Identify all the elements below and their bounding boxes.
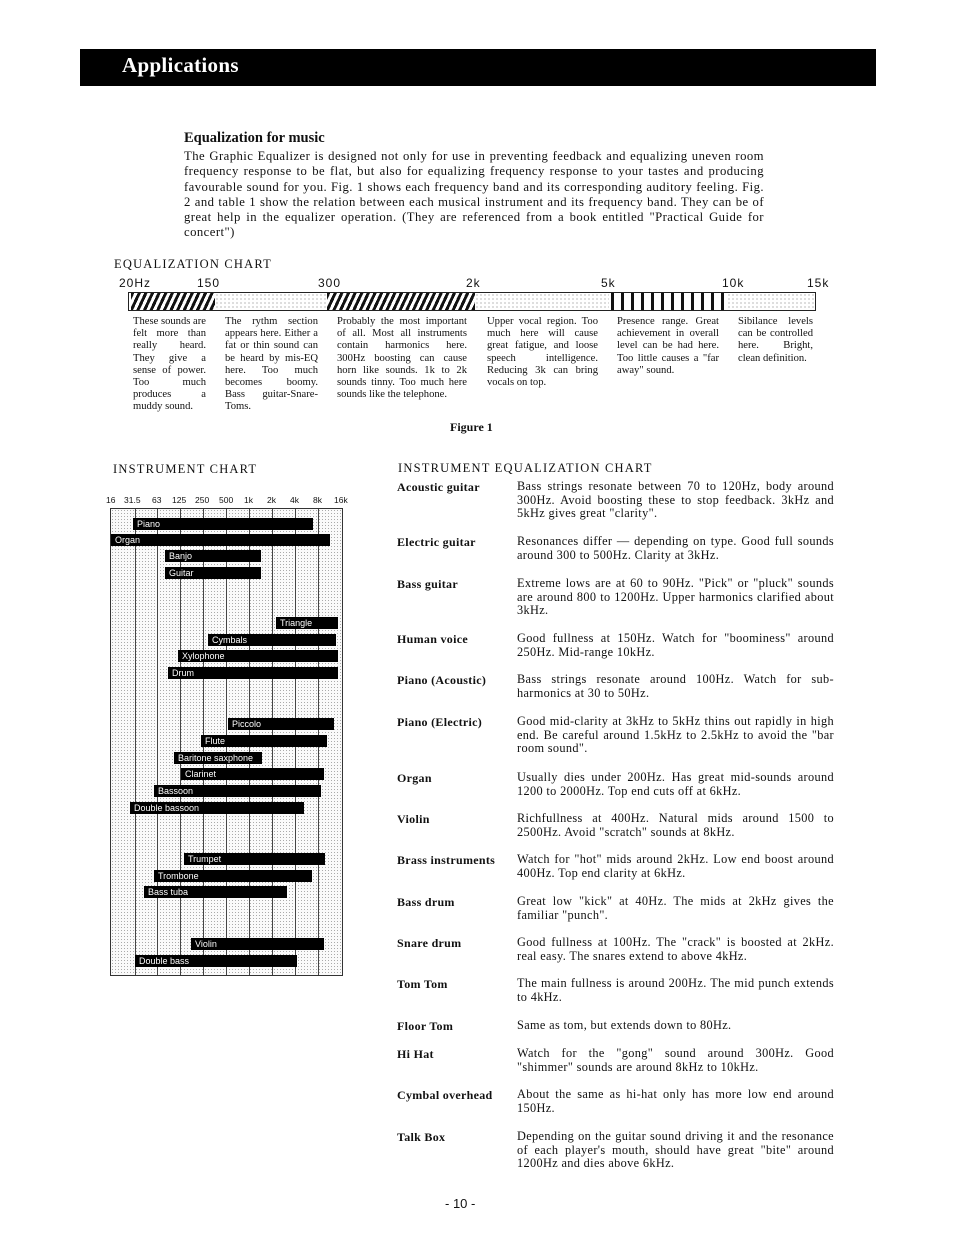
instrument-bar [168, 667, 338, 679]
instrument-eq-note: Watch for "hot" mids around 2kHz. Low end boost around 400Hz. Top end clarity at 6kHz. [517, 852, 834, 880]
band-description: Sibilance levels can be controlled here. Bright, clean definition. [738, 316, 813, 364]
instrument-range-chart [110, 508, 343, 976]
instrument-bar [135, 955, 297, 967]
instrument-label: Piccolo [228, 718, 265, 730]
instrument-eq-note: Resonances differ — depending on type. Good full sounds around 300 to 500Hz. Clarity at 3kHz. [517, 534, 834, 562]
tick-label: 4k [290, 495, 299, 505]
instrument-bar [178, 650, 338, 662]
instrument-label: Organ [111, 534, 144, 546]
instrument-label: Drum [168, 667, 198, 679]
instrument-bar [208, 634, 336, 646]
instrument-label: Triangle [276, 617, 316, 629]
tick-label: 16k [334, 495, 348, 505]
instrument-label: Bassoon [154, 785, 197, 797]
instrument-bar [191, 938, 324, 950]
band-description: Upper vocal region. Too much here will cause great fatigue, and loose speech intelligence. Reducing 3k can bring vocals on top. [487, 316, 598, 389]
instrument-label: Banjo [165, 550, 196, 562]
tick-label: 500 [219, 495, 234, 505]
page-number: - 10 - [445, 1196, 476, 1211]
band-segment [727, 293, 815, 310]
tick-label: 2k [267, 495, 276, 505]
instrument-eq-note: The main fullness is around 200Hz. The mid punch extends to 4kHz. [517, 976, 834, 1004]
instrument-eq-note: Good mid-clarity at 3kHz to 5kHz thins out rapidly in high end. Be careful around 1.5kHz to 2.5kHz to avoid the "bar room sound". [517, 714, 834, 756]
instrument-bar [184, 853, 325, 865]
tick-label: 8k [313, 495, 322, 505]
freq-label: 5k [601, 276, 616, 290]
instrument-label: Cymbals [208, 634, 251, 646]
instrument-label: Xylophone [178, 650, 229, 662]
band-description: The rythm section appears here. Either a fat or thin sound can be heard by mis-EQ here. Too much becomes boomy. Bass guitar-Snare-Toms. [225, 316, 318, 413]
instrument-bar [174, 752, 262, 764]
tick-label: 250 [195, 495, 210, 505]
band-description: These sounds are felt more than really heard. They give a sense of power. Too much produces a muddy sound. [133, 316, 206, 413]
instrument-label: Flute [201, 735, 229, 747]
tick-label: 16 [106, 495, 116, 505]
instrument-name: Brass instruments [397, 853, 496, 867]
instrument-name: Snare drum [397, 936, 462, 950]
instrument-bar [111, 534, 330, 546]
page-title: Applications [122, 53, 239, 77]
instrument-name: Electric guitar [397, 535, 476, 549]
instrument-bar [130, 802, 304, 814]
band-segment [475, 293, 609, 310]
instrument-bar [154, 785, 321, 797]
instrument-label: Violin [191, 938, 221, 950]
instrument-name: Bass drum [397, 895, 455, 909]
grid-line [157, 509, 158, 975]
instrument-eq-note: About the same as hi-hat only has more low end around 150Hz. [517, 1087, 834, 1115]
section-header-bar [80, 49, 876, 86]
instrument-label: Baritone saxphone [174, 752, 257, 764]
instrument-label: Double bass [135, 955, 193, 967]
instrument-name: Floor Tom [397, 1019, 454, 1033]
instrument-eq-note: Great low "kick" at 40Hz. The mids at 2kHz gives the familiar "punch". [517, 894, 834, 922]
instrument-name: Hi Hat [397, 1047, 434, 1061]
instrument-eq-note: Good fullness at 150Hz. Watch for "boominess" around 250Hz. Mid-range 10kHz. [517, 631, 834, 659]
instrument-label: Trumpet [184, 853, 225, 865]
tick-label: 125 [172, 495, 187, 505]
grid-line [135, 509, 136, 975]
instrument-eq-note: Usually dies under 200Hz. Has great mid-sounds around 1200 to 2000Hz. Top end cuts off at 6kHz. [517, 770, 834, 798]
instrument-name: Tom Tom [397, 977, 448, 991]
band-description: Probably the most important of all. Most all instruments contain harmonics here. 300Hz boosting can cause horn like sounds. 1k to 2k sounds tinny. Too much here sounds like the telephone. [337, 316, 467, 401]
instrument-bar [181, 768, 324, 780]
instrument-bar [228, 718, 334, 730]
instrument-eq-chart-label: INSTRUMENT EQUALIZATION CHART [398, 461, 653, 475]
instrument-label: Trombone [154, 870, 203, 882]
instrument-eq-note: Bass strings resonate between 70 to 120Hz, body around 300Hz. Avoid boosting these to stop feedback. 3kHz and 5kHz gives great "clarity". [517, 479, 834, 521]
band-description: Presence range. Great achievement in overall level can be had here. Too little causes a "far away" sound. [617, 316, 719, 376]
section-heading: Equalization for music [184, 130, 325, 146]
freq-label: 2k [466, 276, 481, 290]
instrument-name: Piano (Electric) [397, 715, 483, 729]
instrument-label: Guitar [165, 567, 198, 579]
instrument-bar [201, 735, 327, 747]
band-segment [215, 293, 327, 310]
tick-label: 63 [152, 495, 162, 505]
instrument-eq-note: Same as tom, but extends down to 80Hz. [517, 1018, 732, 1032]
instrument-eq-note: Extreme lows are at 60 to 90Hz. "Pick" or "pluck" sounds are around 800 to 1200Hz. Upper harmonics clarified about 3kHz. [517, 576, 834, 618]
instrument-name: Violin [397, 812, 430, 826]
band-segment [131, 293, 215, 310]
tick-label: 1k [244, 495, 253, 505]
instrument-name: Human voice [397, 632, 468, 646]
instrument-eq-note: Good fullness at 100Hz. The "crack" is boosted at 2kHz. real easy. The snares extend to above 4kHz. [517, 935, 834, 963]
instrument-name: Bass guitar [397, 577, 458, 591]
instrument-eq-note: Watch for the "gong" sound around 300Hz. Good "shimmer" sounds are around 8kHz to 10kHz. [517, 1046, 834, 1074]
instrument-name: Acoustic guitar [397, 480, 480, 494]
instrument-label: Clarinet [181, 768, 220, 780]
instrument-bar [165, 550, 261, 562]
eq-chart-label: EQUALIZATION CHART [114, 257, 272, 271]
instrument-name: Piano (Acoustic) [397, 673, 487, 687]
intro-paragraph: The Graphic Equalizer is designed not only for use in preventing feedback and equalizing uneven room frequency response to be flat, but also for equalizing frequency response to your tastes and producing favourable sound for you. Fig. 1 shows each frequency band and its corresponding auditory feeling. Fig. 2 and table 1 show the relation between each musical instrument and its frequency band. They can be of great help in the equalizer operation. (They are referenced from a book entitled "Practical Guide for concert") [184, 149, 764, 240]
band-segment [611, 293, 727, 310]
instrument-label: Bass tuba [144, 886, 192, 898]
freq-label: 15k [807, 276, 830, 290]
instrument-name: Organ [397, 771, 432, 785]
instrument-bar [133, 518, 313, 530]
instrument-chart-label: INSTRUMENT CHART [113, 462, 258, 476]
tick-label: 31.5 [124, 495, 141, 505]
freq-label: 20Hz [119, 276, 152, 290]
instrument-bar [276, 617, 338, 629]
frequency-band-bar [128, 292, 816, 311]
instrument-eq-note: Depending on the guitar sound driving it and the resonance of each player's mouth, should have great "bite" around 1200Hz and dies above 6kHz. [517, 1129, 834, 1171]
freq-label: 10k [722, 276, 745, 290]
instrument-eq-note: Bass strings resonate around 100Hz. Watch for sub-harmonics at 30 to 50Hz. [517, 672, 834, 700]
instrument-bar [144, 886, 287, 898]
freq-label: 300 [318, 276, 342, 290]
instrument-name: Cymbal overhead [397, 1088, 493, 1102]
instrument-label: Piano [133, 518, 164, 530]
instrument-label: Double bassoon [130, 802, 203, 814]
instrument-bar [165, 567, 261, 579]
instrument-bar [154, 870, 312, 882]
instrument-eq-note: Richfullness at 400Hz. Natural mids around 1500 to 2500Hz. Avoid "scratch" sounds at 8kHz. [517, 811, 834, 839]
instrument-name: Talk Box [397, 1130, 446, 1144]
freq-label: 150 [197, 276, 221, 290]
figure-caption: Figure 1 [450, 420, 493, 434]
band-segment [327, 293, 475, 310]
